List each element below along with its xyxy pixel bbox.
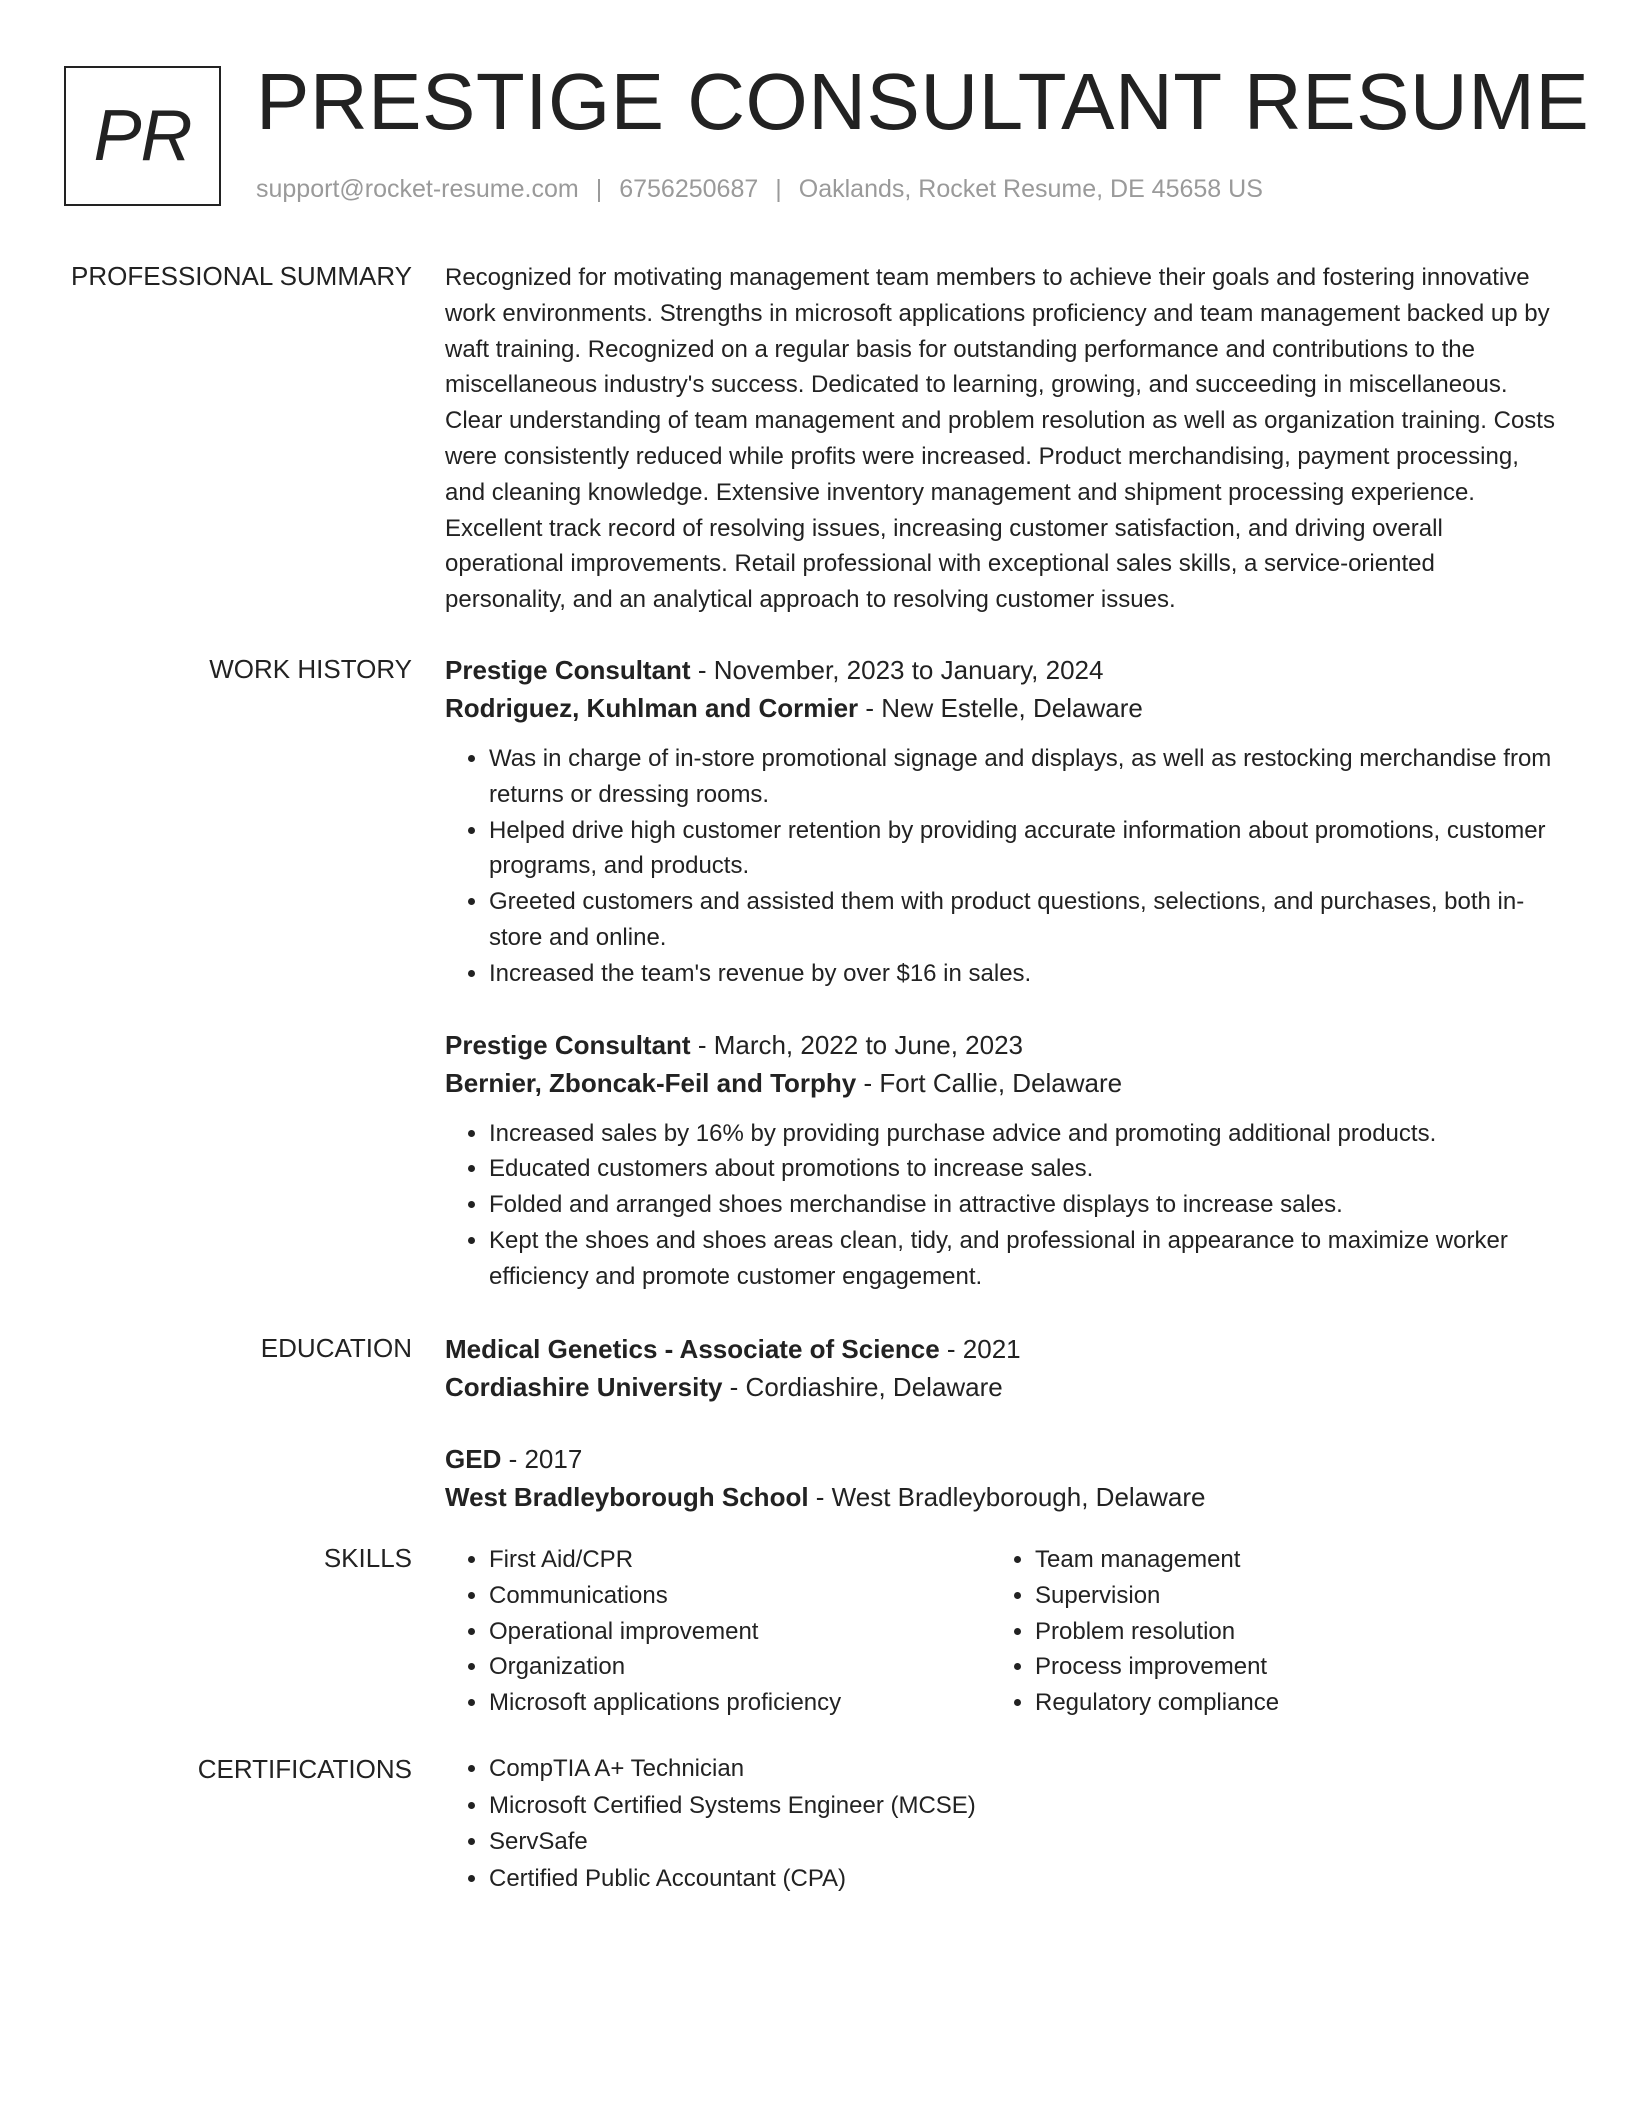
- certification-item: • CompTIA A+ Technician: [489, 1751, 1560, 1788]
- job-company: Bernier, Zboncak-Feil and Torphy: [445, 1067, 857, 1098]
- skill-item: • Problem resolution: [1035, 1614, 1537, 1650]
- education-year: - 2021: [939, 1334, 1021, 1364]
- job-bullet: • Kept the shoes and shoes areas clean, tidy, and professional in appearance to maximize worker efficiency and promote customer engagement.: [489, 1223, 1560, 1295]
- skill-item: • Organization: [489, 1649, 991, 1685]
- education-school: Cordiashire University: [445, 1372, 723, 1402]
- job-dates: - November, 2023 to January, 2024: [690, 655, 1104, 685]
- education-entry: [445, 1330, 1560, 1406]
- contact-separator: |: [775, 175, 782, 203]
- job-bullets: [445, 1116, 1560, 1295]
- certifications-list: [445, 1751, 1560, 1897]
- job-bullet: • Helped drive high customer retention by providing accurate information about promotions, customer programs, and products.: [489, 813, 1560, 885]
- education-school-line: [445, 1478, 1560, 1516]
- education-school-line: [445, 1368, 1560, 1406]
- skills-columns: [445, 1542, 1560, 1721]
- job-bullet: • Increased the team's revenue by over $16 in sales.: [489, 956, 1560, 992]
- monogram-badge: [64, 66, 221, 206]
- skills-list-right: [991, 1542, 1537, 1721]
- education-school: West Bradleyborough School: [445, 1482, 809, 1512]
- job-role: Prestige Consultant: [445, 1029, 691, 1060]
- job-company: Rodriguez, Kuhlman and Cormier: [445, 693, 859, 723]
- job-bullet: • Increased sales by 16% by providing purchase advice and promoting additional products.: [489, 1116, 1560, 1152]
- education-year: - 2017: [501, 1444, 583, 1474]
- job-entry: [445, 1026, 1560, 1295]
- job-company-line: [445, 1064, 1560, 1102]
- education-degree: Medical Genetics - Associate of Science: [445, 1334, 940, 1364]
- skill-item: • Operational improvement: [489, 1614, 991, 1650]
- certification-item: • Certified Public Accountant (CPA): [489, 1861, 1560, 1898]
- education-degree-line: [445, 1440, 1560, 1478]
- work-history-heading: WORK HISTORY: [209, 654, 412, 684]
- job-location: - Fort Callie, Delaware: [856, 1067, 1123, 1098]
- skill-item: • Process improvement: [1035, 1649, 1537, 1685]
- skill-item: • Communications: [489, 1578, 991, 1614]
- job-bullets: [445, 741, 1560, 992]
- contact-email: support@rocket-resume.com: [256, 175, 579, 203]
- summary-text: Recognized for motivating management team members to achieve their goals and fostering innovative work environments. Strengths in microsoft applications proficiency and team management backed up by waft training. Recognized on a regular basis for outstanding performance and contributions to the miscellaneous industry's success. Dedicated to learning, growing, and succeeding in miscellaneous. Clear understanding of team management and problem resolution as well as organization training. Costs were consistently reduced while profits were increased. Product merchandising, payment processing, and cleaning knowledge. Extensive inventory management and shipment processing experience. Excellent track record of resolving issues, increasing customer satisfaction, and driving overall operational improvements. Retail professional with exceptional sales skills, a service-oriented personality, and an analytical approach to resolving customer issues.: [445, 264, 1555, 614]
- job-location: - New Estelle, Delaware: [858, 693, 1143, 723]
- certifications-heading: CERTIFICATIONS: [197, 1754, 412, 1784]
- monogram-text: PR: [93, 96, 192, 176]
- contact-line: [256, 174, 1263, 204]
- skills-heading: SKILLS: [323, 1543, 412, 1573]
- education-location: - West Bradleyborough, Delaware: [808, 1482, 1206, 1512]
- skill-item: • Supervision: [1035, 1578, 1537, 1614]
- summary-heading: PROFESSIONAL SUMMARY: [71, 261, 412, 291]
- job-bullet: • Greeted customers and assisted them with product questions, selections, and purchases, both in-store and online.: [489, 884, 1560, 956]
- education-degree-line: [445, 1330, 1560, 1368]
- job-title-line: [445, 651, 1560, 689]
- resume-title: PRESTIGE CONSULTANT RESUME: [256, 57, 1590, 146]
- job-bullet: • Was in charge of in-store promotional signage and displays, as well as restocking merchandise from returns or dressing rooms.: [489, 741, 1560, 813]
- skill-item: • Team management: [1035, 1542, 1537, 1578]
- education-degree: GED: [445, 1444, 502, 1474]
- job-title-line: [445, 1026, 1560, 1064]
- contact-separator: |: [595, 175, 603, 203]
- education-entry: [445, 1440, 1560, 1516]
- education-location: - Cordiashire, Delaware: [722, 1372, 1003, 1402]
- skill-item: • Regulatory compliance: [1035, 1685, 1537, 1721]
- contact-address: Oaklands, Rocket Resume, DE 45658 US: [798, 175, 1263, 203]
- job-dates: - March, 2022 to June, 2023: [690, 1029, 1024, 1060]
- job-entry: [445, 651, 1560, 992]
- skills-list-left: [445, 1542, 991, 1721]
- job-bullet: • Educated customers about promotions to increase sales.: [489, 1151, 1560, 1187]
- certification-item: • Microsoft Certified Systems Engineer (MCSE): [489, 1788, 1560, 1825]
- skill-item: • First Aid/CPR: [489, 1542, 991, 1578]
- education-heading: EDUCATION: [260, 1333, 412, 1363]
- contact-phone: 6756250687: [619, 175, 759, 203]
- job-role: Prestige Consultant: [445, 655, 691, 685]
- job-bullet: • Folded and arranged shoes merchandise in attractive displays to increase sales.: [489, 1187, 1560, 1223]
- certification-item: • ServSafe: [489, 1824, 1560, 1861]
- job-company-line: [445, 689, 1560, 727]
- skill-item: • Microsoft applications proficiency: [489, 1685, 991, 1721]
